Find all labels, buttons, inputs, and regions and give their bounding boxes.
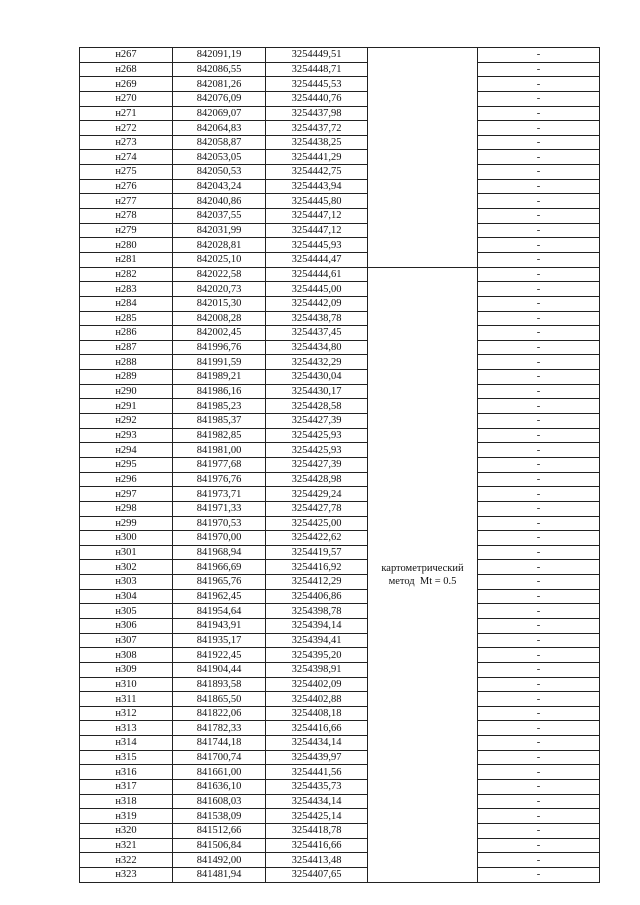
method-cell-upper (368, 48, 478, 268)
point-id-cell: н267 (80, 48, 173, 63)
dash-cell: - (478, 48, 600, 63)
y-coordinate-cell: 3254437,72 (266, 121, 368, 136)
dash-cell: - (478, 296, 600, 311)
table-row (80, 721, 600, 736)
point-id-cell: н275 (80, 165, 173, 180)
dash-cell: - (478, 135, 600, 150)
x-coordinate-cell: 841661,00 (173, 765, 266, 780)
y-coordinate-cell: 3254434,80 (266, 340, 368, 355)
y-coordinate-cell: 3254443,94 (266, 179, 368, 194)
y-coordinate-cell: 3254438,25 (266, 135, 368, 150)
y-coordinate-cell: 3254427,39 (266, 414, 368, 429)
x-coordinate-cell: 842081,26 (173, 77, 266, 92)
y-coordinate-cell: 3254438,78 (266, 311, 368, 326)
y-coordinate-cell: 3254416,66 (266, 721, 368, 736)
y-coordinate-cell: 3254444,47 (266, 252, 368, 267)
dash-cell: - (478, 457, 600, 472)
x-coordinate-cell: 842058,87 (173, 135, 266, 150)
table-row (80, 340, 600, 355)
table-row (80, 575, 600, 590)
y-coordinate-cell: 3254445,53 (266, 77, 368, 92)
point-id-cell: н305 (80, 604, 173, 619)
point-id-cell: н279 (80, 223, 173, 238)
dash-cell: - (478, 62, 600, 77)
point-id-cell: н312 (80, 706, 173, 721)
y-coordinate-cell: 3254394,41 (266, 633, 368, 648)
y-coordinate-cell: 3254430,04 (266, 370, 368, 385)
y-coordinate-cell: 3254437,45 (266, 326, 368, 341)
point-id-cell: н317 (80, 780, 173, 795)
table-row (80, 662, 600, 677)
x-coordinate-cell: 841481,94 (173, 867, 266, 882)
point-id-cell: н308 (80, 648, 173, 663)
dash-cell: - (478, 370, 600, 385)
point-id-cell: н313 (80, 721, 173, 736)
x-coordinate-cell: 841966,69 (173, 560, 266, 575)
dash-cell: - (478, 736, 600, 751)
dash-cell: - (478, 165, 600, 180)
x-coordinate-cell: 841977,68 (173, 457, 266, 472)
table-row (80, 633, 600, 648)
x-coordinate-cell: 841935,17 (173, 633, 266, 648)
table-row (80, 267, 600, 282)
x-coordinate-cell: 841893,58 (173, 677, 266, 692)
dash-cell: - (478, 77, 600, 92)
x-coordinate-cell: 842069,07 (173, 106, 266, 121)
y-coordinate-cell: 3254441,56 (266, 765, 368, 780)
dash-cell: - (478, 633, 600, 648)
point-id-cell: н285 (80, 311, 173, 326)
x-coordinate-cell: 841982,85 (173, 428, 266, 443)
x-coordinate-cell: 842091,19 (173, 48, 266, 63)
y-coordinate-cell: 3254402,88 (266, 692, 368, 707)
dash-cell: - (478, 428, 600, 443)
point-id-cell: н311 (80, 692, 173, 707)
point-id-cell: н321 (80, 838, 173, 853)
table-row (80, 150, 600, 165)
point-id-cell: н316 (80, 765, 173, 780)
dash-cell: - (478, 721, 600, 736)
dash-cell: - (478, 399, 600, 414)
x-coordinate-cell: 841991,59 (173, 355, 266, 370)
point-id-cell: н295 (80, 457, 173, 472)
x-coordinate-cell: 842040,86 (173, 194, 266, 209)
table-row (80, 736, 600, 751)
table-row (80, 589, 600, 604)
x-coordinate-cell: 841973,71 (173, 487, 266, 502)
point-id-cell: н290 (80, 384, 173, 399)
table-row (80, 867, 600, 882)
y-coordinate-cell: 3254445,93 (266, 238, 368, 253)
x-coordinate-cell: 842050,53 (173, 165, 266, 180)
y-coordinate-cell: 3254447,12 (266, 209, 368, 224)
point-id-cell: н270 (80, 91, 173, 106)
x-coordinate-cell: 841986,16 (173, 384, 266, 399)
point-id-cell: н315 (80, 750, 173, 765)
y-coordinate-cell: 3254449,51 (266, 48, 368, 63)
coordinates-table-body (80, 48, 600, 883)
point-id-cell: н288 (80, 355, 173, 370)
x-coordinate-cell: 841865,50 (173, 692, 266, 707)
table-row (80, 501, 600, 516)
dash-cell: - (478, 282, 600, 297)
x-coordinate-cell: 841970,00 (173, 531, 266, 546)
y-coordinate-cell: 3254428,98 (266, 472, 368, 487)
dash-cell: - (478, 867, 600, 882)
y-coordinate-cell: 3254435,73 (266, 780, 368, 795)
y-coordinate-cell: 3254412,29 (266, 575, 368, 590)
y-coordinate-cell: 3254428,58 (266, 399, 368, 414)
point-id-cell: н272 (80, 121, 173, 136)
point-id-cell: н318 (80, 794, 173, 809)
table-row (80, 370, 600, 385)
x-coordinate-cell: 842002,45 (173, 326, 266, 341)
point-id-cell: н294 (80, 443, 173, 458)
y-coordinate-cell: 3254407,65 (266, 867, 368, 882)
point-id-cell: н280 (80, 238, 173, 253)
point-id-cell: н297 (80, 487, 173, 502)
table-row (80, 209, 600, 224)
y-coordinate-cell: 3254419,57 (266, 545, 368, 560)
table-row (80, 106, 600, 121)
table-row (80, 487, 600, 502)
point-id-cell: н287 (80, 340, 173, 355)
y-coordinate-cell: 3254440,76 (266, 91, 368, 106)
dash-cell: - (478, 648, 600, 663)
dash-cell: - (478, 384, 600, 399)
x-coordinate-cell: 841976,76 (173, 472, 266, 487)
y-coordinate-cell: 3254434,14 (266, 794, 368, 809)
table-row (80, 179, 600, 194)
y-coordinate-cell: 3254425,93 (266, 443, 368, 458)
table-row (80, 823, 600, 838)
x-coordinate-cell: 841981,00 (173, 443, 266, 458)
dash-cell: - (478, 91, 600, 106)
dash-cell: - (478, 838, 600, 853)
point-id-cell: н276 (80, 179, 173, 194)
dash-cell: - (478, 589, 600, 604)
x-coordinate-cell: 842015,30 (173, 296, 266, 311)
dash-cell: - (478, 355, 600, 370)
dash-cell: - (478, 106, 600, 121)
table-row (80, 121, 600, 136)
table-row (80, 77, 600, 92)
point-id-cell: н269 (80, 77, 173, 92)
table-row (80, 838, 600, 853)
dash-cell: - (478, 150, 600, 165)
dash-cell: - (478, 238, 600, 253)
dash-cell: - (478, 443, 600, 458)
y-coordinate-cell: 3254408,18 (266, 706, 368, 721)
point-id-cell: н282 (80, 267, 173, 282)
x-coordinate-cell: 841970,53 (173, 516, 266, 531)
x-coordinate-cell: 842043,24 (173, 179, 266, 194)
table-row (80, 62, 600, 77)
y-coordinate-cell: 3254398,91 (266, 662, 368, 677)
table-row (80, 223, 600, 238)
y-coordinate-cell: 3254394,14 (266, 618, 368, 633)
x-coordinate-cell: 841922,45 (173, 648, 266, 663)
x-coordinate-cell: 841744,18 (173, 736, 266, 751)
y-coordinate-cell: 3254447,12 (266, 223, 368, 238)
y-coordinate-cell: 3254442,09 (266, 296, 368, 311)
table-row (80, 282, 600, 297)
y-coordinate-cell: 3254445,00 (266, 282, 368, 297)
table-row (80, 399, 600, 414)
table-row (80, 706, 600, 721)
table-row (80, 48, 600, 63)
x-coordinate-cell: 841636,10 (173, 780, 266, 795)
dash-cell: - (478, 677, 600, 692)
table-row (80, 618, 600, 633)
point-id-cell: н286 (80, 326, 173, 341)
table-row (80, 91, 600, 106)
dash-cell: - (478, 487, 600, 502)
dash-cell: - (478, 516, 600, 531)
y-coordinate-cell: 3254425,00 (266, 516, 368, 531)
table-row (80, 457, 600, 472)
table-row (80, 853, 600, 868)
x-coordinate-cell: 842053,05 (173, 150, 266, 165)
table-row (80, 677, 600, 692)
table-row (80, 794, 600, 809)
dash-cell: - (478, 121, 600, 136)
dash-cell: - (478, 252, 600, 267)
x-coordinate-cell: 842008,28 (173, 311, 266, 326)
point-id-cell: н300 (80, 531, 173, 546)
dash-cell: - (478, 823, 600, 838)
y-coordinate-cell: 3254395,20 (266, 648, 368, 663)
dash-cell: - (478, 340, 600, 355)
point-id-cell: н284 (80, 296, 173, 311)
point-id-cell: н309 (80, 662, 173, 677)
y-coordinate-cell: 3254444,61 (266, 267, 368, 282)
x-coordinate-cell: 842064,83 (173, 121, 266, 136)
point-id-cell: н314 (80, 736, 173, 751)
table-row (80, 428, 600, 443)
point-id-cell: н304 (80, 589, 173, 604)
dash-cell: - (478, 326, 600, 341)
y-coordinate-cell: 3254441,29 (266, 150, 368, 165)
point-id-cell: н320 (80, 823, 173, 838)
point-id-cell: н310 (80, 677, 173, 692)
x-coordinate-cell: 841700,74 (173, 750, 266, 765)
dash-cell: - (478, 780, 600, 795)
y-coordinate-cell: 3254406,86 (266, 589, 368, 604)
x-coordinate-cell: 841492,00 (173, 853, 266, 868)
x-coordinate-cell: 841506,84 (173, 838, 266, 853)
point-id-cell: н323 (80, 867, 173, 882)
dash-cell: - (478, 501, 600, 516)
point-id-cell: н307 (80, 633, 173, 648)
point-id-cell: н277 (80, 194, 173, 209)
y-coordinate-cell: 3254416,92 (266, 560, 368, 575)
y-coordinate-cell: 3254429,24 (266, 487, 368, 502)
table-row (80, 809, 600, 824)
method-name: картометрический (381, 562, 464, 574)
point-id-cell: н291 (80, 399, 173, 414)
table-row (80, 560, 600, 575)
table-row (80, 326, 600, 341)
point-id-cell: н303 (80, 575, 173, 590)
x-coordinate-cell: 841954,64 (173, 604, 266, 619)
dash-cell: - (478, 209, 600, 224)
table-row (80, 692, 600, 707)
dash-cell: - (478, 575, 600, 590)
point-id-cell: н271 (80, 106, 173, 121)
table-row (80, 414, 600, 429)
y-coordinate-cell: 3254427,78 (266, 501, 368, 516)
x-coordinate-cell: 841985,23 (173, 399, 266, 414)
x-coordinate-cell: 841985,37 (173, 414, 266, 429)
dash-cell: - (478, 604, 600, 619)
dash-cell: - (478, 692, 600, 707)
y-coordinate-cell: 3254402,09 (266, 677, 368, 692)
point-id-cell: н306 (80, 618, 173, 633)
dash-cell: - (478, 179, 600, 194)
y-coordinate-cell: 3254425,93 (266, 428, 368, 443)
table-row (80, 135, 600, 150)
x-coordinate-cell: 842031,99 (173, 223, 266, 238)
table-row (80, 311, 600, 326)
x-coordinate-cell: 841904,44 (173, 662, 266, 677)
coordinates-table (79, 47, 600, 883)
x-coordinate-cell: 841822,06 (173, 706, 266, 721)
x-coordinate-cell: 841971,33 (173, 501, 266, 516)
dash-cell: - (478, 662, 600, 677)
y-coordinate-cell: 3254439,97 (266, 750, 368, 765)
dash-cell: - (478, 311, 600, 326)
y-coordinate-cell: 3254445,80 (266, 194, 368, 209)
point-id-cell: н301 (80, 545, 173, 560)
point-id-cell: н302 (80, 560, 173, 575)
point-id-cell: н268 (80, 62, 173, 77)
method-accuracy: метод Mt = 0.5 (388, 575, 457, 587)
y-coordinate-cell: 3254418,78 (266, 823, 368, 838)
y-coordinate-cell: 3254442,75 (266, 165, 368, 180)
table-row (80, 765, 600, 780)
x-coordinate-cell: 842076,09 (173, 91, 266, 106)
x-coordinate-cell: 841962,45 (173, 589, 266, 604)
point-id-cell: н278 (80, 209, 173, 224)
x-coordinate-cell: 841608,03 (173, 794, 266, 809)
x-coordinate-cell: 841782,33 (173, 721, 266, 736)
dash-cell: - (478, 194, 600, 209)
y-coordinate-cell: 3254422,62 (266, 531, 368, 546)
dash-cell: - (478, 765, 600, 780)
point-id-cell: н292 (80, 414, 173, 429)
x-coordinate-cell: 841989,21 (173, 370, 266, 385)
x-coordinate-cell: 842037,55 (173, 209, 266, 224)
y-coordinate-cell: 3254432,29 (266, 355, 368, 370)
x-coordinate-cell: 841943,91 (173, 618, 266, 633)
table-row (80, 384, 600, 399)
y-coordinate-cell: 3254427,39 (266, 457, 368, 472)
dash-cell: - (478, 853, 600, 868)
dash-cell: - (478, 531, 600, 546)
table-row (80, 472, 600, 487)
table-row (80, 165, 600, 180)
table-row (80, 780, 600, 795)
x-coordinate-cell: 842086,55 (173, 62, 266, 77)
x-coordinate-cell: 841968,94 (173, 545, 266, 560)
y-coordinate-cell: 3254416,66 (266, 838, 368, 853)
table-row (80, 604, 600, 619)
dash-cell: - (478, 223, 600, 238)
table-row (80, 194, 600, 209)
dash-cell: - (478, 545, 600, 560)
x-coordinate-cell: 842028,81 (173, 238, 266, 253)
x-coordinate-cell: 842020,73 (173, 282, 266, 297)
point-id-cell: н322 (80, 853, 173, 868)
table-row (80, 545, 600, 560)
x-coordinate-cell: 842025,10 (173, 252, 266, 267)
table-row (80, 531, 600, 546)
point-id-cell: н296 (80, 472, 173, 487)
table-row (80, 516, 600, 531)
table-row (80, 296, 600, 311)
dash-cell: - (478, 750, 600, 765)
x-coordinate-cell: 841965,76 (173, 575, 266, 590)
point-id-cell: н289 (80, 370, 173, 385)
y-coordinate-cell: 3254448,71 (266, 62, 368, 77)
point-id-cell: н281 (80, 252, 173, 267)
dash-cell: - (478, 414, 600, 429)
table-row (80, 355, 600, 370)
y-coordinate-cell: 3254413,48 (266, 853, 368, 868)
dash-cell: - (478, 809, 600, 824)
dash-cell: - (478, 706, 600, 721)
point-id-cell: н298 (80, 501, 173, 516)
point-id-cell: н283 (80, 282, 173, 297)
y-coordinate-cell: 3254434,14 (266, 736, 368, 751)
point-id-cell: н299 (80, 516, 173, 531)
dash-cell: - (478, 618, 600, 633)
y-coordinate-cell: 3254430,17 (266, 384, 368, 399)
point-id-cell: н273 (80, 135, 173, 150)
dash-cell: - (478, 267, 600, 282)
dash-cell: - (478, 560, 600, 575)
table-row (80, 238, 600, 253)
dash-cell: - (478, 472, 600, 487)
point-id-cell: н274 (80, 150, 173, 165)
x-coordinate-cell: 842022,58 (173, 267, 266, 282)
method-cell (368, 267, 478, 882)
x-coordinate-cell: 841538,09 (173, 809, 266, 824)
dash-cell: - (478, 794, 600, 809)
table-row (80, 252, 600, 267)
table-row (80, 443, 600, 458)
table-row (80, 750, 600, 765)
x-coordinate-cell: 841996,76 (173, 340, 266, 355)
y-coordinate-cell: 3254398,78 (266, 604, 368, 619)
point-id-cell: н319 (80, 809, 173, 824)
table-row (80, 648, 600, 663)
x-coordinate-cell: 841512,66 (173, 823, 266, 838)
y-coordinate-cell: 3254425,14 (266, 809, 368, 824)
y-coordinate-cell: 3254437,98 (266, 106, 368, 121)
point-id-cell: н293 (80, 428, 173, 443)
